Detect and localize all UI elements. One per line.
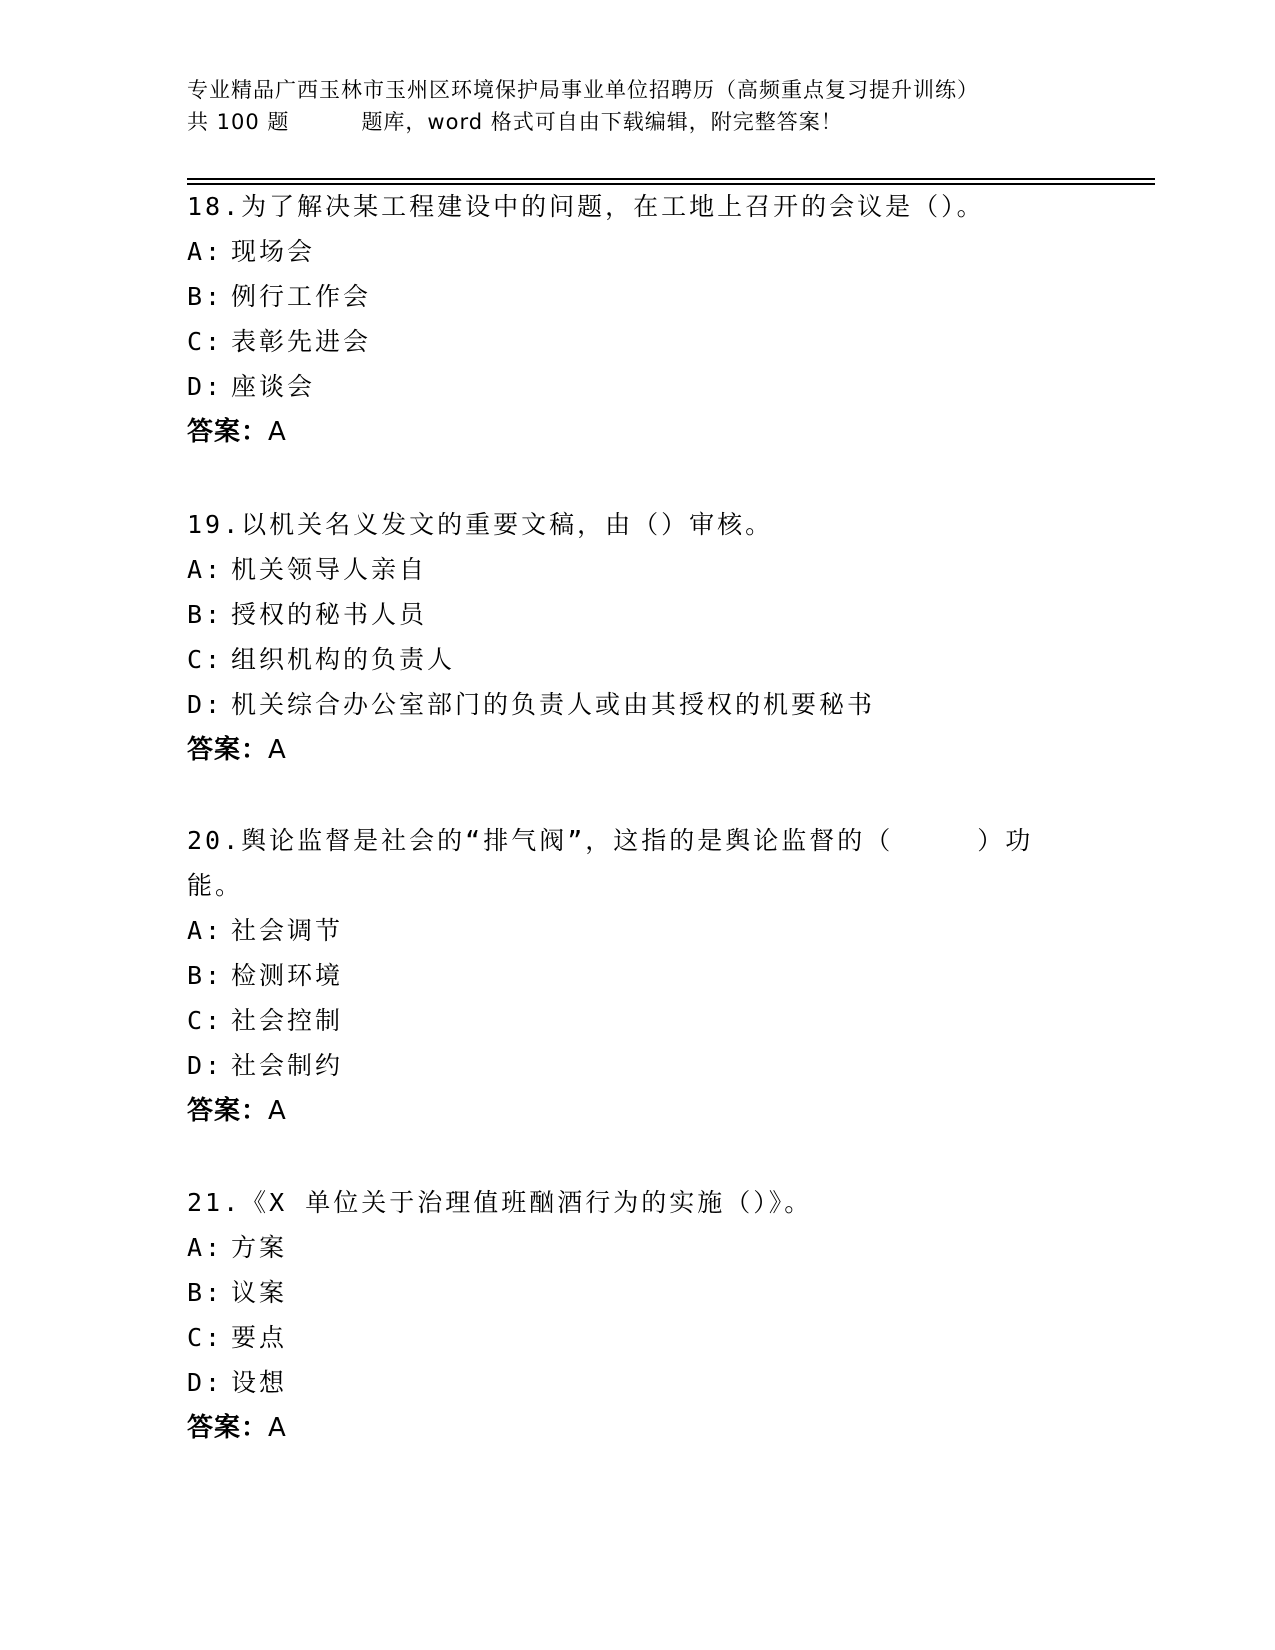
question-18 bbox=[187, 184, 1087, 455]
question-20 bbox=[187, 818, 1087, 1134]
question-stem: 18.为了解决某工程建设中的问题，在工地上召开的会议是（）。 bbox=[187, 192, 985, 221]
question-19 bbox=[187, 502, 1087, 773]
answer-value: A bbox=[268, 1413, 287, 1443]
answer-line: 答案：A bbox=[187, 417, 287, 447]
option-d: D: 机关综合办公室部门的负责人或由其授权的机要秘书 bbox=[187, 690, 876, 719]
answer-value: A bbox=[268, 417, 287, 447]
option-b: B: 议案 bbox=[187, 1278, 288, 1307]
question-stem: 20.舆论监督是社会的“排气阀”，这指的是舆论监督的（ ）功 能。 bbox=[187, 826, 1034, 900]
header-subtitle-line bbox=[187, 106, 1087, 138]
answer-line: 答案：A bbox=[187, 735, 287, 765]
option-a: A: 现场会 bbox=[187, 237, 316, 266]
option-b: B: 授权的秘书人员 bbox=[187, 600, 428, 629]
option-b: B: 例行工作会 bbox=[187, 282, 372, 311]
question-stem: 19.以机关名义发文的重要文稿，由（）审核。 bbox=[187, 510, 774, 539]
option-a: A: 方案 bbox=[187, 1233, 288, 1262]
option-c: C: 表彰先进会 bbox=[187, 327, 372, 356]
option-c: C: 要点 bbox=[187, 1323, 288, 1352]
header-divider-top bbox=[187, 178, 1155, 180]
question-stem: 21.《X 单位关于治理值班酗酒行为的实施（）》。 bbox=[187, 1188, 813, 1217]
option-d: D: 座谈会 bbox=[187, 372, 316, 401]
document-header bbox=[187, 74, 1087, 138]
header-question-count: 共 100 题 bbox=[187, 110, 290, 134]
header-title-line: 专业精品广西玉林市玉州区环境保护局事业单位招聘历（高频重点复习提升训练） bbox=[187, 78, 979, 102]
header-description: 题库，word 格式可自由下载编辑，附完整答案！ bbox=[361, 110, 843, 134]
option-c: C: 社会控制 bbox=[187, 1006, 344, 1035]
option-d: D: 社会制约 bbox=[187, 1051, 344, 1080]
option-d: D: 设想 bbox=[187, 1368, 288, 1397]
answer-line: 答案：A bbox=[187, 1413, 287, 1443]
option-a: A: 机关领导人亲自 bbox=[187, 555, 428, 584]
option-a: A: 社会调节 bbox=[187, 916, 344, 945]
question-21 bbox=[187, 1180, 1087, 1451]
answer-value: A bbox=[268, 1096, 287, 1126]
option-c: C: 组织机构的负责人 bbox=[187, 645, 456, 674]
answer-line: 答案：A bbox=[187, 1096, 287, 1126]
answer-value: A bbox=[268, 735, 287, 765]
option-b: B: 检测环境 bbox=[187, 961, 344, 990]
